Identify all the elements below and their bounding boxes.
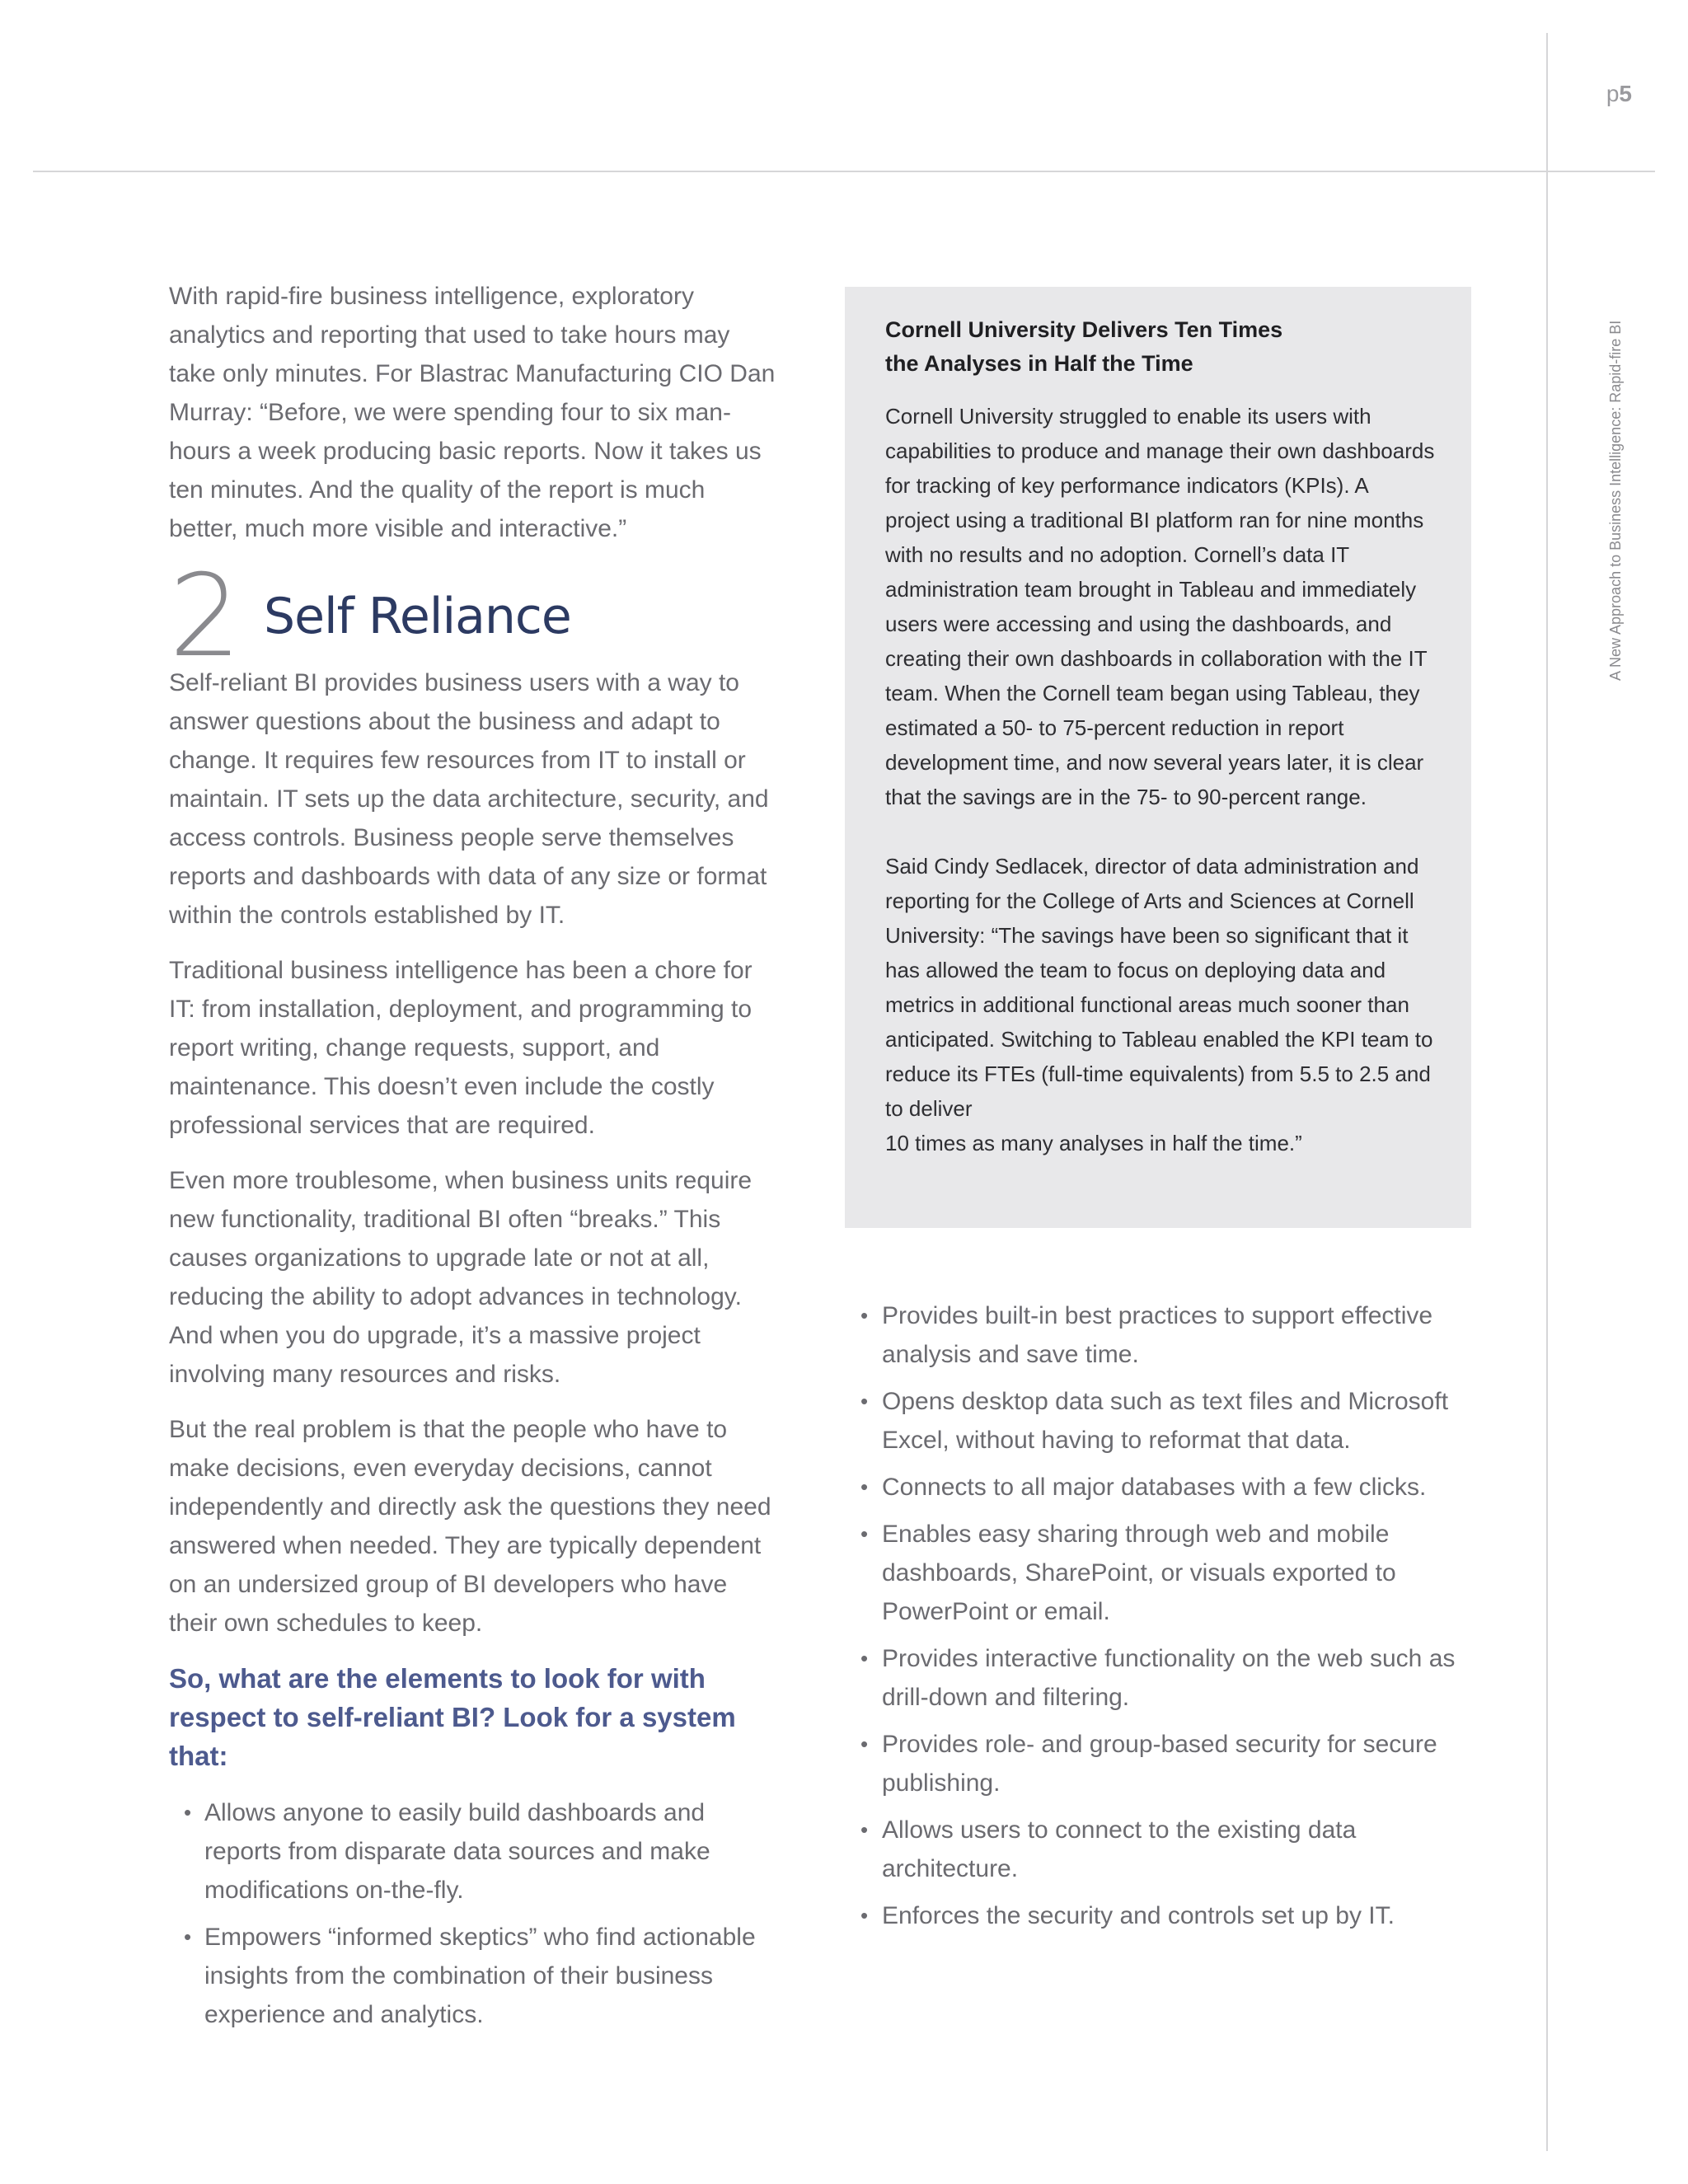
intro-paragraph: With rapid-fire business intelligence, exploratory analytics and reporting that used to take hours may take only minutes. For Blastrac Manufacturing CIO Dan Murray: “Before, we were spending four to six man-hours a week producing basic reports. Now it takes us ten minutes. And the quality of the report is much better, much more visible and interactive.” bbox=[169, 283, 776, 542]
sidebar-paragraph: Cornell University struggled to enable its users with capabilities to produce and manage their own dashboards for tracking of key performance indicators (KPIs). A project using a traditional BI platform ran for nine months with no results and no adoption. Cornell’s data IT administration team brought in Tableau and immediately users were accessing and using the dashboards, and creating their own dashboards in collaboration with the IT team. When the Cornell team began using Tableau, they estimated a 50- to 75-percent reduction in report development time, and now several years later, it is clear that the savings are in the 75- to 90-percent range. bbox=[885, 404, 1435, 809]
left-column bbox=[169, 277, 779, 2042]
page-number-value: 5 bbox=[1619, 81, 1632, 106]
section-heading bbox=[169, 550, 779, 682]
body-paragraph: Even more troublesome, when business units require new functionality, traditional BI often “breaks.” This causes organizations to upgrade late or not at all, reducing the ability to adopt advances in technology. And when you do upgrade, it’s a massive project involving many resources and risks. bbox=[169, 1167, 753, 1388]
list-item: • Enforces the security and controls set up by IT. bbox=[857, 1896, 1467, 1935]
list-item: • Allows anyone to easily build dashboards and reports from disparate data sources and make modifications on-the-fly. bbox=[184, 1793, 779, 1910]
running-title bbox=[1604, 269, 1632, 681]
body-paragraph: Traditional business intelligence has been a chore for IT: from installation, deployment, and programming to report writing, change requests, support, and maintenance. This doesn’t even include the costly professional services that are required. bbox=[169, 957, 753, 1139]
page-number-prefix: p bbox=[1606, 81, 1620, 106]
list-item: • Connects to all major databases with a few clicks. bbox=[857, 1468, 1467, 1507]
list-item: • Allows users to connect to the existing data architecture. bbox=[857, 1811, 1467, 1888]
running-title-text: A New Approach to Business Intelligence: Rapid-fire BI bbox=[1607, 320, 1624, 681]
right-bullet-list bbox=[857, 1296, 1467, 1943]
header-rule bbox=[33, 171, 1655, 172]
sidebar-spacer bbox=[885, 814, 1437, 849]
list-item: • Enables easy sharing through web and mobile dashboards, SharePoint, or visuals exported to PowerPoint or email. bbox=[857, 1515, 1467, 1631]
body-paragraph: Self-reliant BI provides business users with a way to answer questions about the business and adapt to change. It requires few resources from IT to install or maintain. IT sets up the data architecture, security, and access controls. Business people serve themselves reports and dashboards with data of any size or format within the controls established by IT. bbox=[169, 669, 769, 929]
callout-question: So, what are the elements to look for with respect to self-reliant BI? Look for a system that: bbox=[169, 1663, 736, 1771]
sidebar-paragraph: Said Cindy Sedlacek, director of data administration and reporting for the College of Arts and Sciences at Cornell University: “The savings have been so significant that it has allowed the team to focus on deploying data and metrics in additional functional areas much sooner than anticipated. Switching to Tableau enabled the KPI team to reduce its FTEs (full-time equivalents) from 5.5 to 2.5 and to deliver bbox=[885, 854, 1433, 1121]
page-number bbox=[1566, 81, 1632, 107]
case-study-sidebar bbox=[845, 287, 1471, 1228]
left-bullet-list bbox=[169, 1793, 779, 2034]
section-number: 2 bbox=[169, 550, 241, 682]
list-item: • Empowers “informed skeptics” who find actionable insights from the combination of their business experience and analytics. bbox=[184, 1918, 779, 2034]
margin-rule bbox=[1546, 33, 1548, 2151]
section-title: Self Reliance bbox=[264, 588, 571, 645]
list-item: • Provides interactive functionality on the web such as drill-down and filtering. bbox=[857, 1639, 1467, 1717]
body-paragraph: But the real problem is that the people who have to make decisions, even everyday decisions, cannot independently and directly ask the questions they need answered when needed. They are typically dependent on an undersized group of BI developers who have their own schedules to keep. bbox=[169, 1416, 771, 1637]
list-item: • Provides built-in best practices to support effective analysis and save time. bbox=[857, 1296, 1467, 1374]
sidebar-paragraph: 10 times as many analyses in half the time.” bbox=[885, 1131, 1302, 1155]
list-item: • Opens desktop data such as text files and Microsoft Excel, without having to reformat that data. bbox=[857, 1382, 1467, 1460]
list-item: • Provides role- and group-based security for secure publishing. bbox=[857, 1725, 1467, 1802]
sidebar-content bbox=[885, 313, 1437, 1160]
sidebar-title: Cornell University Delivers Ten Times the Analyses in Half the Time bbox=[885, 317, 1283, 376]
